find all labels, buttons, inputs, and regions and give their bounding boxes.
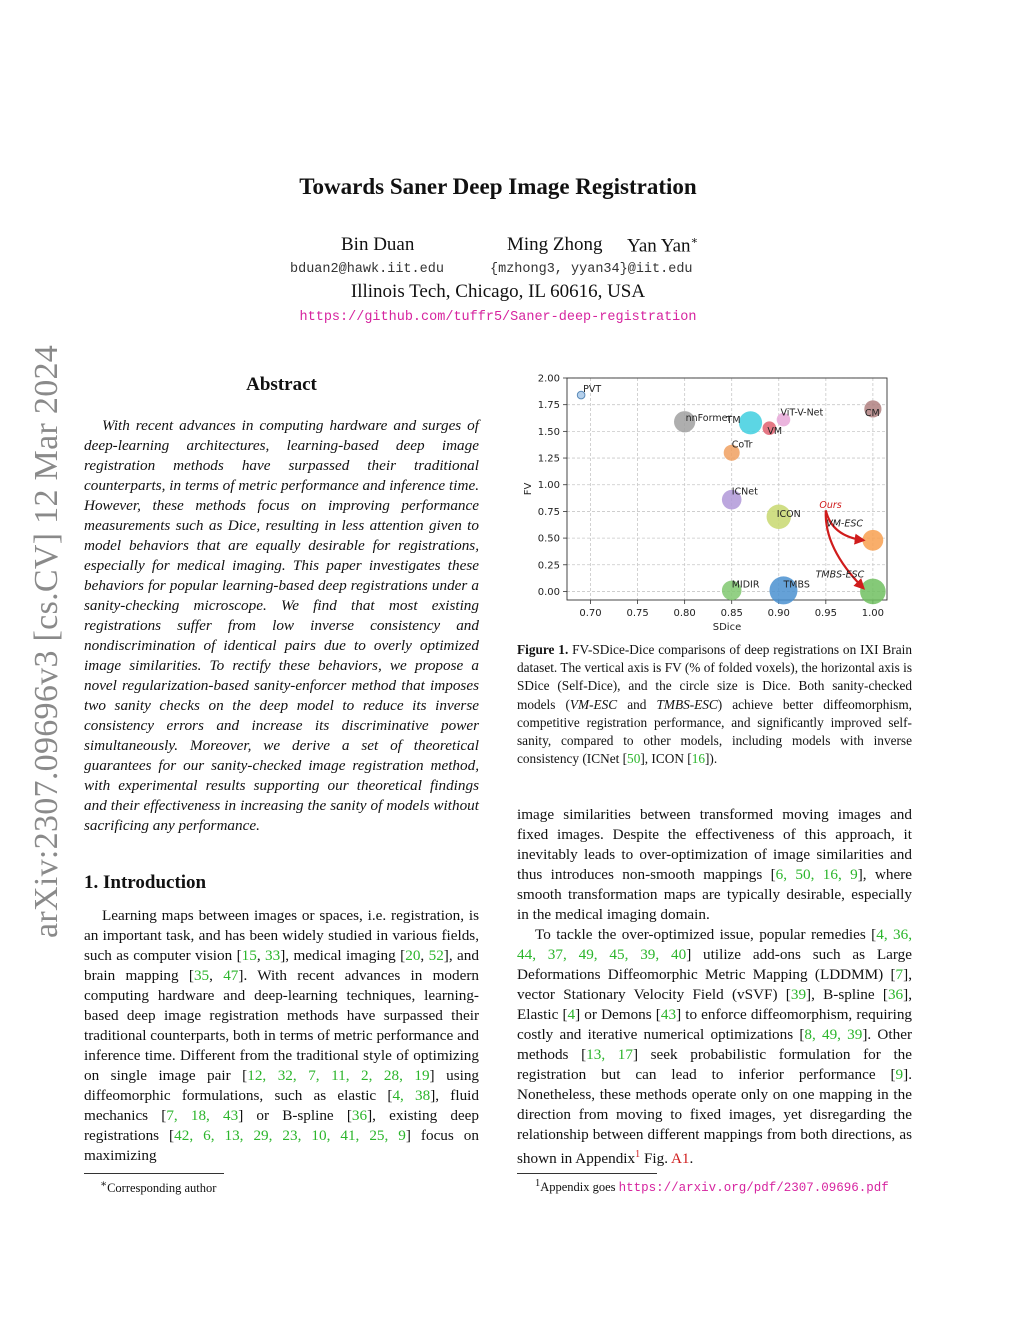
sep: , [420, 947, 429, 964]
x-tick-label: 0.85 [720, 608, 743, 619]
x-tick-label: 0.95 [814, 608, 837, 619]
y-axis-label: FV [523, 482, 534, 496]
footnote-right [535, 1178, 889, 1195]
footnote-rule [84, 1173, 224, 1174]
intro-text: ], existing deep registrations [ [84, 1107, 480, 1144]
body-text: image similarities between transformed moving images and fixed images. Despite the effectiveness of this approach, it inevitably leads to over-optimization of image similarities and thus introduces non-smooth mappings [ [517, 806, 912, 883]
citation[interactable]: 13, 17 [586, 1046, 633, 1063]
caption-label: Figure 1. [517, 642, 569, 657]
point-label-pvt: PVT [583, 384, 602, 396]
right-column-text [517, 805, 912, 1169]
body-text: ]. Other methods [ [517, 1026, 913, 1063]
abstract-heading: Abstract [246, 374, 317, 395]
caption-model: TMBS-ESC [656, 696, 718, 712]
author-2: Ming Zhong [507, 234, 603, 255]
x-tick-label: 0.80 [673, 608, 696, 619]
arxiv-side-label: arXiv:2307.09696v3 [cs.CV] 12 Mar 2024 [28, 344, 65, 938]
caption-text: ]). [704, 751, 718, 767]
caption-text: ], ICON [ [640, 751, 692, 767]
intro-text: ] or B-spline [ [238, 1107, 352, 1124]
figure-ref[interactable]: A1 [670, 1150, 690, 1168]
point-label-vit-v-net: ViT-V-Net [780, 407, 824, 419]
y-tick-label: 2.00 [537, 373, 560, 385]
body-text: ] to enforce diffeomorphism, requiring costly and iterative numerical optimizations [ [517, 1006, 913, 1043]
body-text: ]. Nonetheless, these methods operate only on one mapping in the direction from moving to fixed images, yet disregarding the relationship between different mappings from both directions, as shown in Appendix [517, 1066, 912, 1168]
x-tick-label: 0.70 [579, 608, 602, 619]
intro-text: ], fluid mechanics [ [84, 1087, 479, 1124]
footnote-url[interactable]: https://arxiv.org/pdf/2307.09696.pdf [618, 1181, 889, 1196]
sep: , [209, 967, 224, 984]
email-1: bduan2@hawk.iit.edu [290, 262, 444, 277]
citation[interactable]: 4, 38 [392, 1087, 431, 1104]
x-tick-label: 0.75 [626, 608, 649, 619]
citation[interactable]: 50 [627, 751, 641, 767]
annotation-ours: Ours [819, 500, 842, 512]
point-vm-esc [862, 530, 883, 551]
footnote-text: Appendix goes [540, 1180, 619, 1195]
citation[interactable]: 7 [895, 966, 904, 983]
point-label-icon: ICON [776, 508, 801, 520]
footnote-mark: ∗ [100, 1179, 108, 1190]
body-text: ], vector Stationary Velocity Field (vSVF) [ [517, 966, 912, 1003]
annotation-vm-esc: VM-ESC [826, 518, 864, 530]
citation[interactable]: 12, 32, 7, 11, 2, 28, 19 [247, 1067, 430, 1084]
paper-title: Towards Saner Deep Image Registration [299, 174, 697, 199]
citation[interactable]: 7, 18, 43 [166, 1107, 239, 1124]
y-tick-label: 0.00 [537, 586, 560, 598]
citation[interactable]: 9 [895, 1066, 904, 1083]
y-tick-label: 0.75 [537, 506, 560, 518]
citation[interactable]: 35 [193, 967, 210, 984]
citation[interactable]: 4, 36, 44, 37, 49, 45, 39, 40 [517, 926, 912, 963]
intro-heading: 1. Introduction [84, 872, 207, 893]
citation[interactable]: 33 [265, 947, 281, 964]
citation[interactable]: 36 [351, 1107, 368, 1124]
point-tm [739, 411, 762, 434]
point-tmbs-esc [860, 579, 886, 605]
intro-text: ] using diffeomorphic formulations, such as elastic [ [84, 1067, 480, 1104]
body-text: ], Elastic [ [517, 986, 912, 1023]
x-tick-label: 1.00 [861, 608, 885, 619]
x-tick-label: 0.90 [767, 608, 790, 619]
point-label-midir: MIDIR [731, 579, 760, 591]
body-text: . [689, 1150, 694, 1168]
body-text: ], where smooth transformation maps are typically desirable, especially in the medical imaging domain. [517, 866, 912, 923]
body-text: ] utilize add-ons such as Large Deformations Diffeomorphic Metric Mapping (LDDMM) [ [517, 946, 912, 983]
sep: , [256, 947, 266, 964]
y-tick-label: 1.00 [537, 480, 560, 492]
y-tick-label: 1.25 [537, 453, 560, 465]
footnote-text: Corresponding author [107, 1181, 217, 1196]
point-label-tmbs: TMBS [783, 579, 810, 591]
footnote-left [100, 1178, 216, 1196]
citation[interactable]: 47 [223, 967, 239, 984]
point-label-icnet: ICNet [731, 486, 758, 498]
figure-1 [517, 368, 917, 640]
plot-frame [567, 378, 887, 600]
caption-model: VM-ESC [569, 696, 618, 712]
point-label-cm: CM [864, 407, 880, 419]
citation[interactable]: 39 [790, 986, 807, 1003]
caption-text: ) achieve better diffeomorphism, competitive registration performance, and significantly improved self-sanity, compared to other models, including models with inverse consistency (ICNet [ [517, 696, 912, 767]
point-label-cotr: CoTr [731, 439, 753, 451]
fv-sdice-chart [517, 368, 917, 640]
y-tick-label: 0.50 [537, 533, 560, 545]
point-label-vm: VM [767, 426, 783, 438]
email-2: {mzhong3, yyan34}@iit.edu [490, 262, 693, 277]
author-3 [627, 234, 698, 257]
repo-link[interactable]: https://github.com/tuffr5/Saner-deep-registration [299, 310, 697, 325]
y-tick-label: 0.25 [537, 560, 560, 572]
point-label-nnformer: nnFormer [685, 412, 732, 424]
body-text: ], B-spline [ [806, 986, 888, 1003]
citation[interactable]: 42, 6, 13, 29, 23, 10, 41, 25, 9 [174, 1127, 406, 1144]
intro-text: ], medical imaging [ [280, 947, 406, 964]
citation[interactable]: 36 [887, 986, 904, 1003]
body-text: ] or Demons [ [575, 1006, 661, 1023]
body-text: ] seek probabilistic formulation for the registration but can lead to inferior performance [ [517, 1046, 912, 1083]
citation[interactable]: 52 [428, 947, 444, 964]
footnote-rule-right [517, 1173, 657, 1174]
intro-text: Learning maps between images or spaces, i.e. registration, is an important task, and has been widely studied in various fields, such as computer vision [ [84, 907, 479, 964]
body-text: To tackle the over-optimized issue, popular remedies [ [535, 926, 877, 943]
citation[interactable]: 15 [241, 947, 257, 964]
affiliation: Illinois Tech, Chicago, IL 60616, USA [350, 281, 646, 302]
citation[interactable]: 8, 49, 39 [804, 1026, 863, 1043]
citation[interactable]: 20 [405, 947, 421, 964]
body-text: Fig. [640, 1150, 671, 1168]
abstract-text: With recent advances in computing hardware and surges of deep-learning architectures, learning-based deep image registration methods have surpassed their traditional counterparts, in terms of metric performance and inference time. However, these methods focus on improving performance measurements such as Dice, resulting in less attention given to model behaviors that are equally desirable for registrations, especially for medical imaging. This paper investigates these behaviors for popular learning-based deep registrations under a sanity-checking microscope. We find that most existing registrations suffer from low inverse consistency and nondiscrimination of identical pairs due to overly optimized image similarities. To rectify these behaviors, we propose a novel regularization-based sanity-enforcer method that imposes two sanity checks on the deep model to reduce its inverse consistency errors and increase its discriminative power simultaneously. Moreover, we derive a set of theoretical guarantees for our sanity-checked image registration method, with experimental results supporting our theoretical findings and their effectiveness in increasing the sanity of models without sacrificing any performance. [84, 417, 479, 834]
figure-caption [517, 641, 912, 768]
citation[interactable]: 6, 50, 16, 9 [775, 866, 858, 883]
intro-text: ], and brain mapping [ [84, 947, 479, 984]
y-tick-label: 1.75 [537, 400, 560, 412]
footnote-ref[interactable]: 1 [635, 1149, 641, 1160]
caption-text: and [617, 696, 657, 712]
author-1: Bin Duan [341, 234, 415, 255]
footnote-mark: 1 [535, 1178, 541, 1189]
citation[interactable]: 16 [691, 751, 705, 767]
citation[interactable]: 4 [567, 1006, 576, 1023]
y-tick-label: 1.50 [537, 426, 560, 438]
annotation-tmbs-esc: TMBS-ESC [815, 569, 865, 581]
x-axis-label: SDice [712, 622, 742, 633]
caption-text: FV-SDice-Dice comparisons of deep registrations on IXI Brain dataset. The vertical axis is FV (% of folded voxels), the horizontal axis is SDice (Self-Dice), and the circle size is Dice. Both sanity-checked models ( [517, 642, 912, 712]
intro-paragraph [84, 906, 479, 1166]
point-label-tm: TM [726, 414, 741, 426]
intro-text: ] focus on maximizing [84, 1127, 479, 1164]
citation[interactable]: 43 [660, 1006, 677, 1023]
author-3-mark: ∗ [690, 235, 699, 247]
intro-text: ]. With recent advances in modern computing hardware and deep-learning techniques, learning-based deep image registration methods have surpassed their traditional counterparts, both in terms of metric performance and inference time. Different from the traditional style of optimizing on single image pair [ [84, 967, 480, 1084]
author-3-name: Yan Yan [627, 235, 691, 257]
